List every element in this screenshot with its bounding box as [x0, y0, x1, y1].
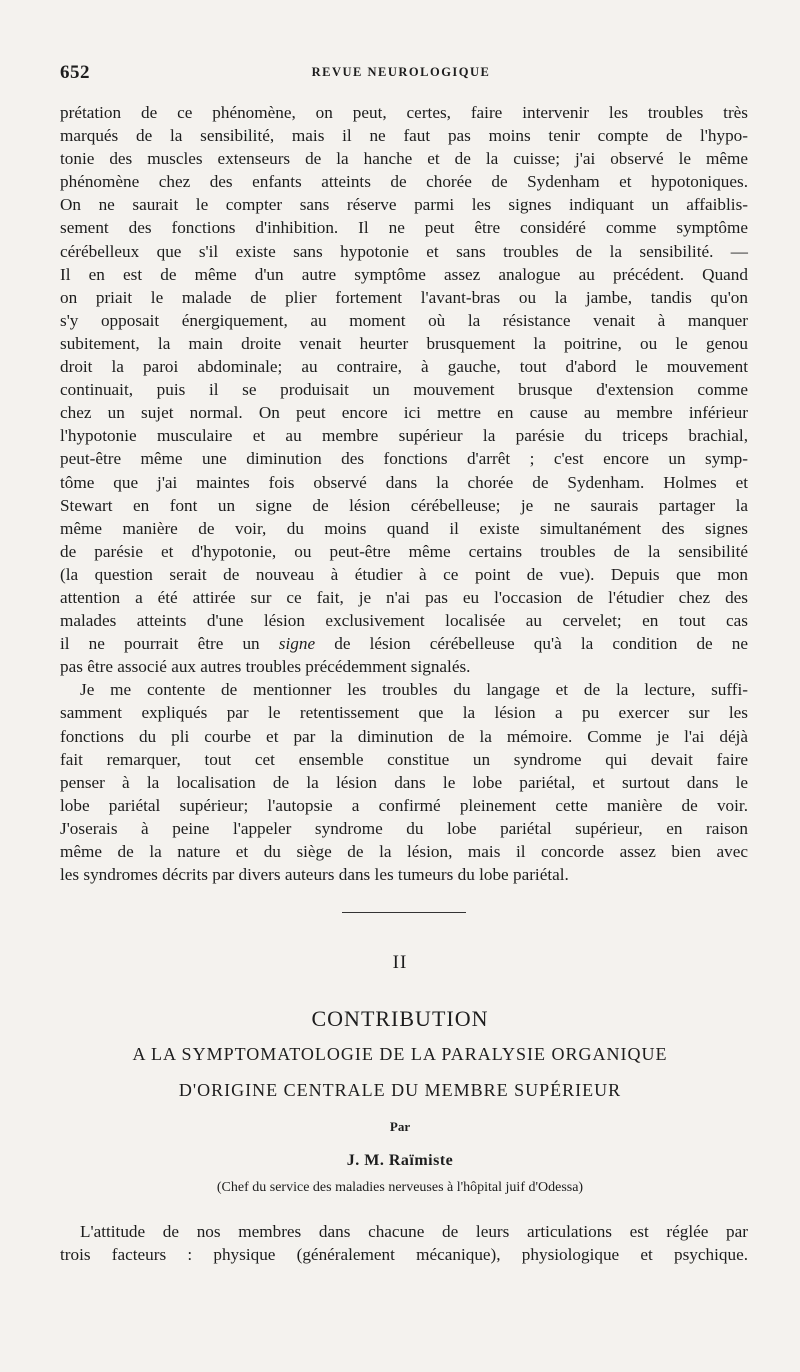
article-title-line-1: CONTRIBUTION [311, 1006, 489, 1031]
text-line: s'y opposait énergiquement, au moment où la résistance venait à manquer [60, 310, 748, 330]
byline-label: Par [389, 1119, 411, 1134]
text-line: (la question serait de nouveau à étudier à ce point de vue). Depuis que mon [60, 564, 748, 584]
text-line: prétation de ce phénomène, on peut, certes, faire intervenir les troubles très [60, 103, 748, 122]
author-name: J. M. Raïmiste [346, 1152, 454, 1169]
text-line: peut-être même une diminution des fonctions d'arrêt ; c'est encore un symp- [60, 449, 748, 469]
text-line: droit la paroi abdominale; au contraire, à gauche, tout d'abord le mouvement [60, 357, 748, 377]
text-line: l'hypotonie musculaire et au membre supérieur la parésie du triceps brachial, [60, 426, 748, 446]
text-line: on priait le malade de plier fortement l'avant-bras ou la jambe, tandis qu'on [60, 287, 748, 307]
text-line: continuait, puis il se produisait un mouvement brusque d'extension comme [60, 380, 748, 400]
text-line: subitement, la main droite venait heurter brusquement la poitrine, ou le genou [60, 333, 748, 353]
text-line: chez un sujet normal. On peut encore ici mettre en cause au membre inférieur [60, 403, 748, 423]
page-number: 652 [60, 62, 90, 83]
text-line: fait remarquer, tout cet ensemble constitue un syndrome qui devait faire [60, 749, 748, 769]
text-line: pas être associé aux autres troubles précédemment signalés. [60, 657, 471, 677]
text-line: tonie des muscles extenseurs de la hanche et de la cuisse; j'ai observé le même [60, 149, 748, 169]
text-fragment: il ne pourrait être un [60, 634, 260, 654]
text-line: J'oserais à peine l'appeler syndrome du lobe pariétal supérieur, en raison [60, 818, 748, 838]
text-line-with-italic [60, 632, 748, 655]
text-line: malades atteints d'une lésion exclusivement localisée au cervelet; en tout cas [60, 611, 748, 631]
text-line: même manière de voir, du moins quand il existe simultanément des signes [60, 518, 748, 538]
article-title-line-3: D'ORIGINE CENTRALE DU MEMBRE SUPÉRIEUR [178, 1080, 622, 1100]
text-line: On ne saurait le compter sans réserve parmi les signes indiquant un affaiblis- [60, 195, 748, 215]
text-line: Stewart en font un signe de lésion cérébelleuse; je ne saurais partager la [60, 495, 748, 515]
text-line: tôme que j'ai maintes fois observé dans la chorée de Sydenham. Holmes et [60, 472, 748, 492]
article-body [60, 101, 748, 886]
page-header [60, 62, 742, 84]
text-line: trois facteurs : physique (généralement mécanique), physiologique et psychique. [60, 1245, 748, 1265]
text-line: penser à la localisation de la lésion dans le lobe pariétal, et surtout dans le [60, 772, 748, 792]
italic-word: signe [278, 634, 316, 654]
running-title: REVUE NEUROLOGIQUE [311, 65, 491, 79]
section-divider [342, 912, 466, 913]
text-line: L'attitude de nos membres dans chacune de leurs articulations est réglée par [80, 1222, 748, 1241]
text-line: de parésie et d'hypotonie, ou peut-être même certains troubles de la sensibilité [60, 541, 748, 561]
paragraph-1 [60, 101, 748, 678]
section-number: II [392, 952, 408, 973]
text-line: Je me contente de mentionner les troubles du langage et de la lecture, suffi- [80, 680, 748, 700]
text-line: marqués de la sensibilité, mais il ne faut pas moins tenir compte de l'hypo- [60, 126, 748, 146]
text-line: phénomène chez des enfants atteints de chorée de Sydenham et hypotoniques. [60, 172, 748, 192]
article-intro [60, 1220, 748, 1266]
text-line: même de la nature et du siège de la lésion, mais il concorde assez bien avec [60, 842, 748, 861]
text-line: Il en est de même d'un autre symptôme assez analogue au précédent. Quand [60, 264, 748, 284]
text-fragment: de lésion cérébelleuse qu'à la condition de ne [334, 634, 749, 654]
text-line: fonctions du pli courbe et par la diminution de la mémoire. Comme je l'ai déjà [60, 726, 748, 746]
text-line: samment expliqués par le retentissement que la lésion a pu exercer sur les [60, 703, 748, 723]
text-line: cérébelleux que s'il existe sans hypotonie et sans troubles de la sensibilité. — [60, 241, 748, 261]
paragraph-2 [60, 678, 748, 886]
text-line: sement des fonctions d'inhibition. Il ne peut être considéré comme symptôme [60, 218, 748, 238]
text-line: lobe pariétal supérieur; l'autopsie a confirmé pleinement cette manière de voir. [60, 795, 748, 815]
text-line: les syndromes décrits par divers auteurs dans les tumeurs du lobe pariétal. [60, 865, 569, 885]
author-affiliation: (Chef du service des maladies nerveuses à l'hôpital juif d'Odessa) [216, 1180, 584, 1195]
text-line: attention a été attirée sur ce fait, je n'ai pas eu l'occasion de l'étudier chez des [60, 587, 748, 607]
article-title-line-2: A LA SYMPTOMATOLOGIE DE LA PARALYSIE ORGANIQUE [132, 1044, 668, 1064]
